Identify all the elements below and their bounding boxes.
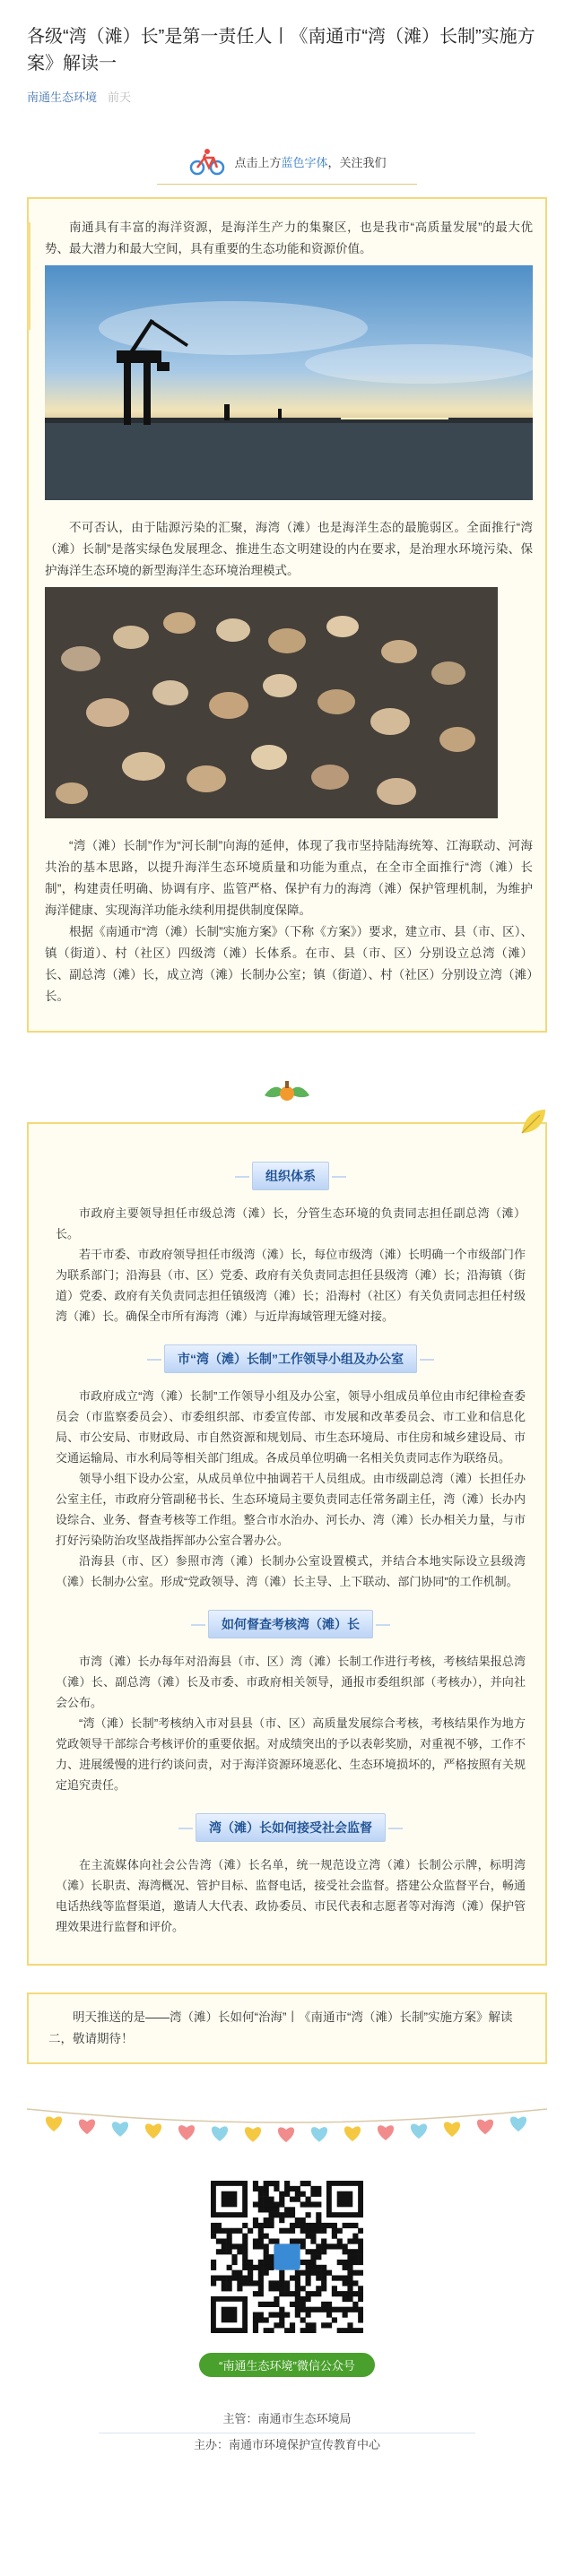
heart-icon bbox=[245, 2127, 261, 2142]
section-paragraph: 市湾（滩）长办每年对沿海县（市、区）湾（滩）长制工作进行考核，考核结果报总湾（滩）长、副总湾（滩）长及市委、市政府相关领导，通报市委组织部（考核办），并向社会公布。 bbox=[56, 1655, 526, 1709]
section-heading-0 bbox=[56, 1162, 526, 1190]
section-heading-1 bbox=[56, 1344, 526, 1373]
section-title: 市“湾（滩）长制”工作领导小组及办公室 bbox=[164, 1344, 417, 1373]
follow-suffix: ，关注我们 bbox=[327, 155, 387, 169]
heart-icon bbox=[344, 2126, 361, 2141]
intro-card bbox=[27, 197, 547, 1033]
credits bbox=[27, 2407, 547, 2457]
heart-icon bbox=[378, 2125, 394, 2140]
heart-icon bbox=[46, 2116, 62, 2131]
heart-icon bbox=[145, 2123, 161, 2139]
intro-paragraph-3: “湾（滩）长制”作为“河长制”向海的延伸，体现了我市坚持陆海统筹、江海联动、河海共治的基本思路，以提升海洋生态环境质量和功能为重点，在全市全面推行“湾（滩）长制”，构建责任明确、协调有序、监管严格、保护有力的海湾（滩）保护管理机制，为维护海洋健康、实现海洋功能永续利用提供制度保障。 bbox=[45, 839, 533, 917]
heart-icon bbox=[444, 2122, 460, 2137]
follow-prefix: 点击上方 bbox=[234, 155, 282, 169]
credit-organizer: 主办：南通市环境保护宣传教育中心 bbox=[193, 2438, 380, 2451]
heart-icon bbox=[212, 2126, 228, 2141]
section-body-2 bbox=[56, 1651, 526, 1795]
follow-highlight[interactable]: 蓝色字体 bbox=[281, 155, 328, 169]
corner-leaf-icon bbox=[518, 1106, 549, 1141]
section-title: 如何督查考核湾（滩）长 bbox=[208, 1610, 373, 1638]
account-link[interactable]: 南通生态环境 bbox=[27, 91, 98, 104]
qr-account-label: “南通生态环境”微信公众号 bbox=[199, 2353, 375, 2377]
heart-bunting-decoration bbox=[27, 2100, 547, 2154]
intro-paragraph-2: 不可否认，由于陆源污染的汇聚，海湾（滩）也是海洋生态的最脆弱区。全面推行“湾（滩）长制”是落实绿色发展理念、推进生态文明建设的内在要求，是治理水环境污染、保护海洋生态环境的新型海洋生态环境治理模式。 bbox=[45, 521, 533, 577]
section-paragraph: 沿海县（市、区）参照市湾（滩）长制办公室设置模式，并结合本地实际设立县级湾（滩）长制办公室。形成“党政领导、湾（滩）长主导、上下联动、部门协同”的工作机制。 bbox=[56, 1554, 526, 1588]
heart-icon bbox=[311, 2127, 327, 2142]
publish-date: 前天 bbox=[108, 91, 132, 104]
next-post-teaser: 明天推送的是——湾（滩）长如何“治海”丨《南通市“湾（滩）长制”实施方案》解读二，敬请期待！ bbox=[27, 1993, 547, 2064]
section-paragraph: 在主流媒体向社会公告湾（滩）长名单，统一规范设立湾（滩）长制公示牌，标明湾（滩）长职责、海湾概况、管护目标、监督电话，接受社会监督。搭建公众监督平台，畅通电话热线等监督渠道，邀请人大代表、政协委员、市民代表和志愿者等对海湾（滩）保护管理效果进行监督和评价。 bbox=[56, 1858, 526, 1933]
section-paragraph: “湾（滩）长制”考核纳入市对县县（市、区）高质量发展综合考核，考核结果作为地方党政领导干部综合考核评价的重要依据。对成绩突出的予以表彰奖励，对重视不够，工作不力、进展缓慢的进行约谈问责，对于海洋资源环境恶化、生态环境损坏的，严格按照有关规定追究责任。 bbox=[56, 1716, 526, 1792]
article-title: 各级“湾（滩）长”是第一责任人丨《南通市“湾（滩）长制”实施方案》解读一 bbox=[27, 27, 535, 73]
intro-paragraph-1: 南通具有丰富的海洋资源，是海洋生产力的集聚区，也是我市“高质量发展”的最大优势、最大潜力和最大空间，具有重要的生态功能和资源价值。 bbox=[45, 220, 533, 255]
section-paragraph: 市政府主要领导担任市级总湾（滩）长，分管生态环境的负责同志担任副总湾（滩）长。 bbox=[56, 1206, 526, 1240]
section-body-1 bbox=[56, 1386, 526, 1592]
section-body-0 bbox=[56, 1203, 526, 1327]
follow-divider bbox=[157, 184, 417, 185]
heart-icon bbox=[278, 2127, 294, 2142]
heart-icon bbox=[112, 2122, 128, 2137]
qr-code-image[interactable] bbox=[211, 2181, 363, 2333]
article-meta bbox=[27, 88, 547, 105]
section-title: 湾（滩）长如何接受社会监督 bbox=[196, 1813, 386, 1842]
section-heading-2 bbox=[56, 1610, 526, 1638]
clams-on-beach-photo bbox=[45, 587, 533, 823]
credit-host: 主管：南通市生态环境局 bbox=[222, 2412, 352, 2425]
decorative-leaf-separator bbox=[27, 1076, 547, 1106]
heart-icon bbox=[178, 2125, 195, 2140]
intro-paragraph-4: 根据《南通市“湾（滩）长制”实施方案》（下称《方案》）要求，建立市、县（市、区）、镇（街道）、村（社区）四级湾（滩）长体系。在市、县（市、区）分别设立总湾（滩）长、副总湾（滩）长，成立湾（滩）长制办公室；镇（街道）、村（社区）分别设立湾（滩）长。 bbox=[45, 925, 533, 1003]
heart-icon bbox=[477, 2120, 493, 2135]
sunset-crane-photo bbox=[45, 265, 533, 505]
bicycle-icon bbox=[187, 146, 227, 177]
section-body-3 bbox=[56, 1854, 526, 1937]
policy-card bbox=[27, 1122, 547, 1966]
section-paragraph: 市政府成立“湾（滩）长制”工作领导小组及办公室，领导小组成员单位由市纪律检查委员会（市监察委员会）、市委组织部、市委宣传部、市发展和改革委员会、市工业和信息化局、市公安局、市财政局、市自然资源和规划局、市生态环境局、市住房和城乡建设局、市交通运输局、市水利局等相关部门组成。各成员单位明确一名相关负责同志作为联络员。 bbox=[56, 1389, 526, 1465]
leaf-separator-icon bbox=[256, 1076, 318, 1106]
follow-prompt bbox=[27, 146, 547, 177]
section-paragraph: 领导小组下设办公室，从成员单位中抽调若干人员组成。由市级副总湾（滩）长担任办公室主任，市政府分管副秘书长、生态环境局主要负责同志任常务副主任，湾（滩）长办内设综合、业务、督查考核等工作组。整合市水治办、河长办、湾（滩）长办相关力量，与市打好污染防治攻坚战指挥部办公室合署办公。 bbox=[56, 1472, 526, 1547]
section-heading-3 bbox=[56, 1813, 526, 1842]
qr-section bbox=[27, 2181, 547, 2377]
bottom-spacer bbox=[27, 2457, 547, 2485]
heart-icon bbox=[411, 2124, 427, 2139]
section-paragraph: 若干市委、市政府领导担任市级湾（滩）长，每位市级湾（滩）长明确一个市级部门作为联系部门；沿海县（市、区）党委、政府有关负责同志担任县级湾（滩）长；沿海镇（街道）党委、政府有关负责同志担任镇级湾（滩）长；沿海村（社区）有关负责同志担任村级湾（滩）长。确保全市所有海湾（滩）与近岸海域管理无缝对接。 bbox=[56, 1248, 526, 1323]
section-title: 组织体系 bbox=[252, 1162, 329, 1190]
heart-icon bbox=[79, 2120, 95, 2135]
heart-icon bbox=[510, 2117, 526, 2132]
heart-bunting-icon bbox=[27, 2100, 547, 2154]
